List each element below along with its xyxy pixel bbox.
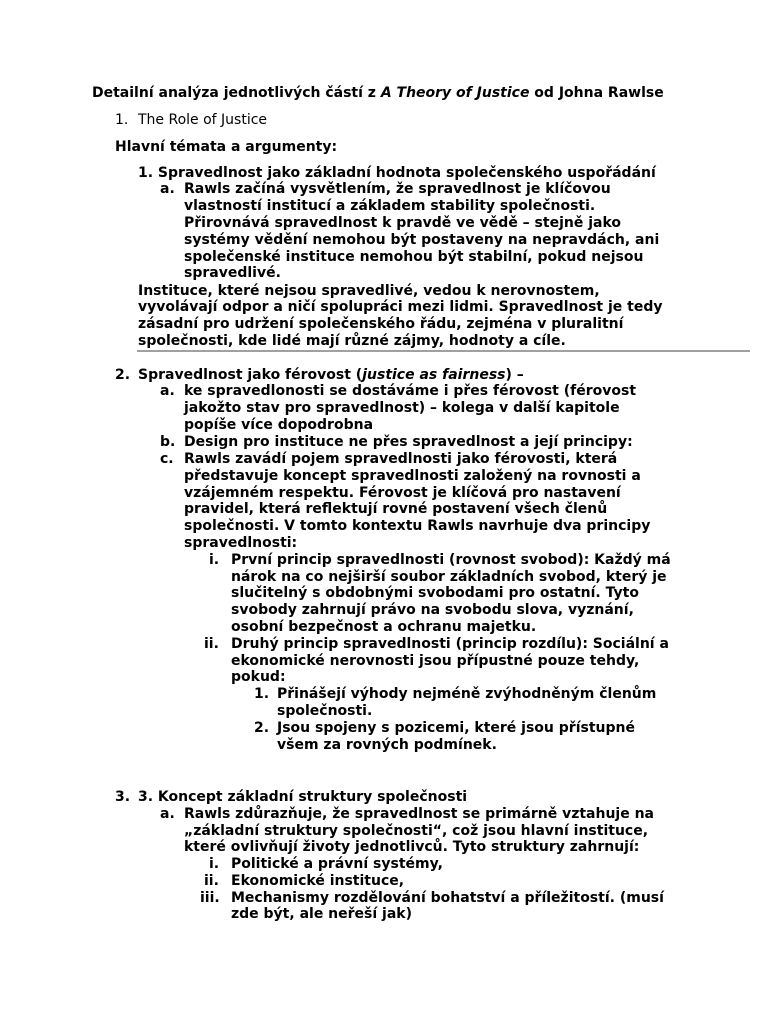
list-item-line: slučitelný s obdobnými svobodami pro ostatní. Tyto xyxy=(231,585,639,601)
list-item-line: osobní bezpečnost a ochranu majetku. xyxy=(231,619,537,635)
list-item-line: systémy vědění nemohou být postaveny na nepravdách, ani xyxy=(184,232,660,248)
list-item-line: ke spravedlonosti se dostáváme i přes férovost (férovost xyxy=(184,383,637,399)
list-item-line: Ekonomické instituce, xyxy=(231,873,405,889)
list-item-line: První princip spravedlnosti (rovnost svobod): Každý má xyxy=(231,552,671,568)
list-item-line: popíše více dopodrobna xyxy=(184,417,374,433)
list-marker: b. xyxy=(160,434,176,450)
list-item-line: vlastností institucí a základem stability společnosti. xyxy=(184,198,596,214)
list-item-line: spravedlnosti: xyxy=(184,535,298,551)
list-item-line: společenské instituce nemohou být stabilní, pokud nejsou xyxy=(184,249,644,265)
heading-italic-term: justice as fairness xyxy=(362,367,506,383)
list-marker: 2. xyxy=(254,720,270,736)
list-item-line: Druhý princip spravedlnosti (princip rozdílu): Sociální a xyxy=(231,636,669,652)
list-item-line: všem za rovných podmínek. xyxy=(277,737,497,753)
section-3-number: 3. xyxy=(115,789,131,805)
list-marker: iii. xyxy=(200,890,220,906)
list-marker: i. xyxy=(209,856,220,872)
section-2-number: 2. xyxy=(115,367,131,383)
list-marker: a. xyxy=(160,383,175,399)
list-item-line: Rawls zdůrazňuje, že spravedlnost se primárně vztahuje na xyxy=(184,806,655,822)
list-item-line: svobody zahrnují právo na svobodu slova, vyznání, xyxy=(231,602,634,618)
list-item-line: které ovlivňují životy jednotlivců. Tyto struktury zahrnují: xyxy=(184,839,640,855)
list-marker: ii. xyxy=(204,873,219,889)
list-marker: a. xyxy=(160,806,175,822)
list-item-line: vzájemném respektu. Férovost je klíčová pro nastavení xyxy=(184,485,621,501)
heading-text-end: ) – xyxy=(505,367,524,383)
title-text-end: od Johna Rawlse xyxy=(529,85,664,101)
section-2-heading xyxy=(138,367,524,384)
list-item-line: jakožto stav pro spravedlnost) – kolega v další kapitole xyxy=(184,400,620,416)
list-item-line: nárok na co nejširší soubor základních svobod, který je xyxy=(231,569,667,585)
list-marker: ii. xyxy=(204,636,219,652)
list-item-line: ekonomické nerovnosti jsou přípustné pouze tehdy, xyxy=(231,653,640,669)
list-item-line: představuje koncept spravedlnosti založený na rovnosti a xyxy=(184,468,641,484)
list-item-line: pravidel, která reflektují rovné postavení všech členů xyxy=(184,501,608,517)
list-marker: a. xyxy=(160,181,175,197)
paragraph-line: zásadní pro udržení společenského řádu, zejména v pluralitní xyxy=(138,316,624,332)
heading-text: Spravedlnost jako férovost ( xyxy=(138,367,363,383)
list-item-line: „základní struktury společnosti“, což jsou hlavní instituce, xyxy=(184,823,649,839)
list-item-line: spravedlivé. xyxy=(184,265,281,281)
section-1-number: 1. xyxy=(115,112,129,128)
list-item-line: Přirovnává spravedlnost k pravdě ve vědě – stejně jako xyxy=(184,215,622,231)
list-item-line: Přinášejí výhody nejméně zvýhodněným členům xyxy=(277,686,657,702)
point-1-title: 1. Spravedlnost jako základní hodnota společenského uspořádání xyxy=(138,165,656,181)
horizontal-divider xyxy=(137,350,750,352)
paragraph-line: společnosti, kde lidé mají různé zájmy, hodnoty a cíle. xyxy=(138,333,566,349)
list-item-line: pokud: xyxy=(231,669,286,685)
section-1-subheading: Hlavní témata a argumenty: xyxy=(115,139,338,155)
section-3-heading: 3. Koncept základní struktury společnosti xyxy=(138,789,468,805)
paragraph-line: Instituce, které nejsou spravedlivé, vedou k nerovnostem, xyxy=(138,283,600,299)
document-title xyxy=(92,85,664,102)
list-item-line: Mechanismy rozdělování bohatství a příležitostí. (musí xyxy=(231,890,664,906)
section-1-heading: The Role of Justice xyxy=(138,112,268,128)
list-item-line: společnosti. V tomto kontextu Rawls navrhuje dva principy xyxy=(184,518,651,534)
list-item-line: Rawls zavádí pojem spravedlnosti jako férovosti, která xyxy=(184,451,618,467)
title-text: Detailní analýza jednotlivých částí z xyxy=(92,85,381,101)
list-item-line: společnosti. xyxy=(277,703,373,719)
list-item-line: Jsou spojeny s pozicemi, které jsou přístupné xyxy=(277,720,635,736)
list-marker: c. xyxy=(160,451,174,467)
paragraph-line: vyvolávají odpor a ničí spolupráci mezi lidmi. Spravedlnost je tedy xyxy=(138,299,663,315)
list-item-line: zde být, ale neřeší jak) xyxy=(231,906,413,922)
list-marker: 1. xyxy=(254,686,270,702)
book-title: A Theory of Justice xyxy=(380,85,530,101)
list-marker: i. xyxy=(209,552,220,568)
list-item-line: Politické a právní systémy, xyxy=(231,856,443,872)
list-item-line: Rawls začíná vysvětlením, že spravedlnost je klíčovou xyxy=(184,181,611,197)
list-item-line: Design pro instituce ne přes spravedlnost a její principy: xyxy=(184,434,633,450)
